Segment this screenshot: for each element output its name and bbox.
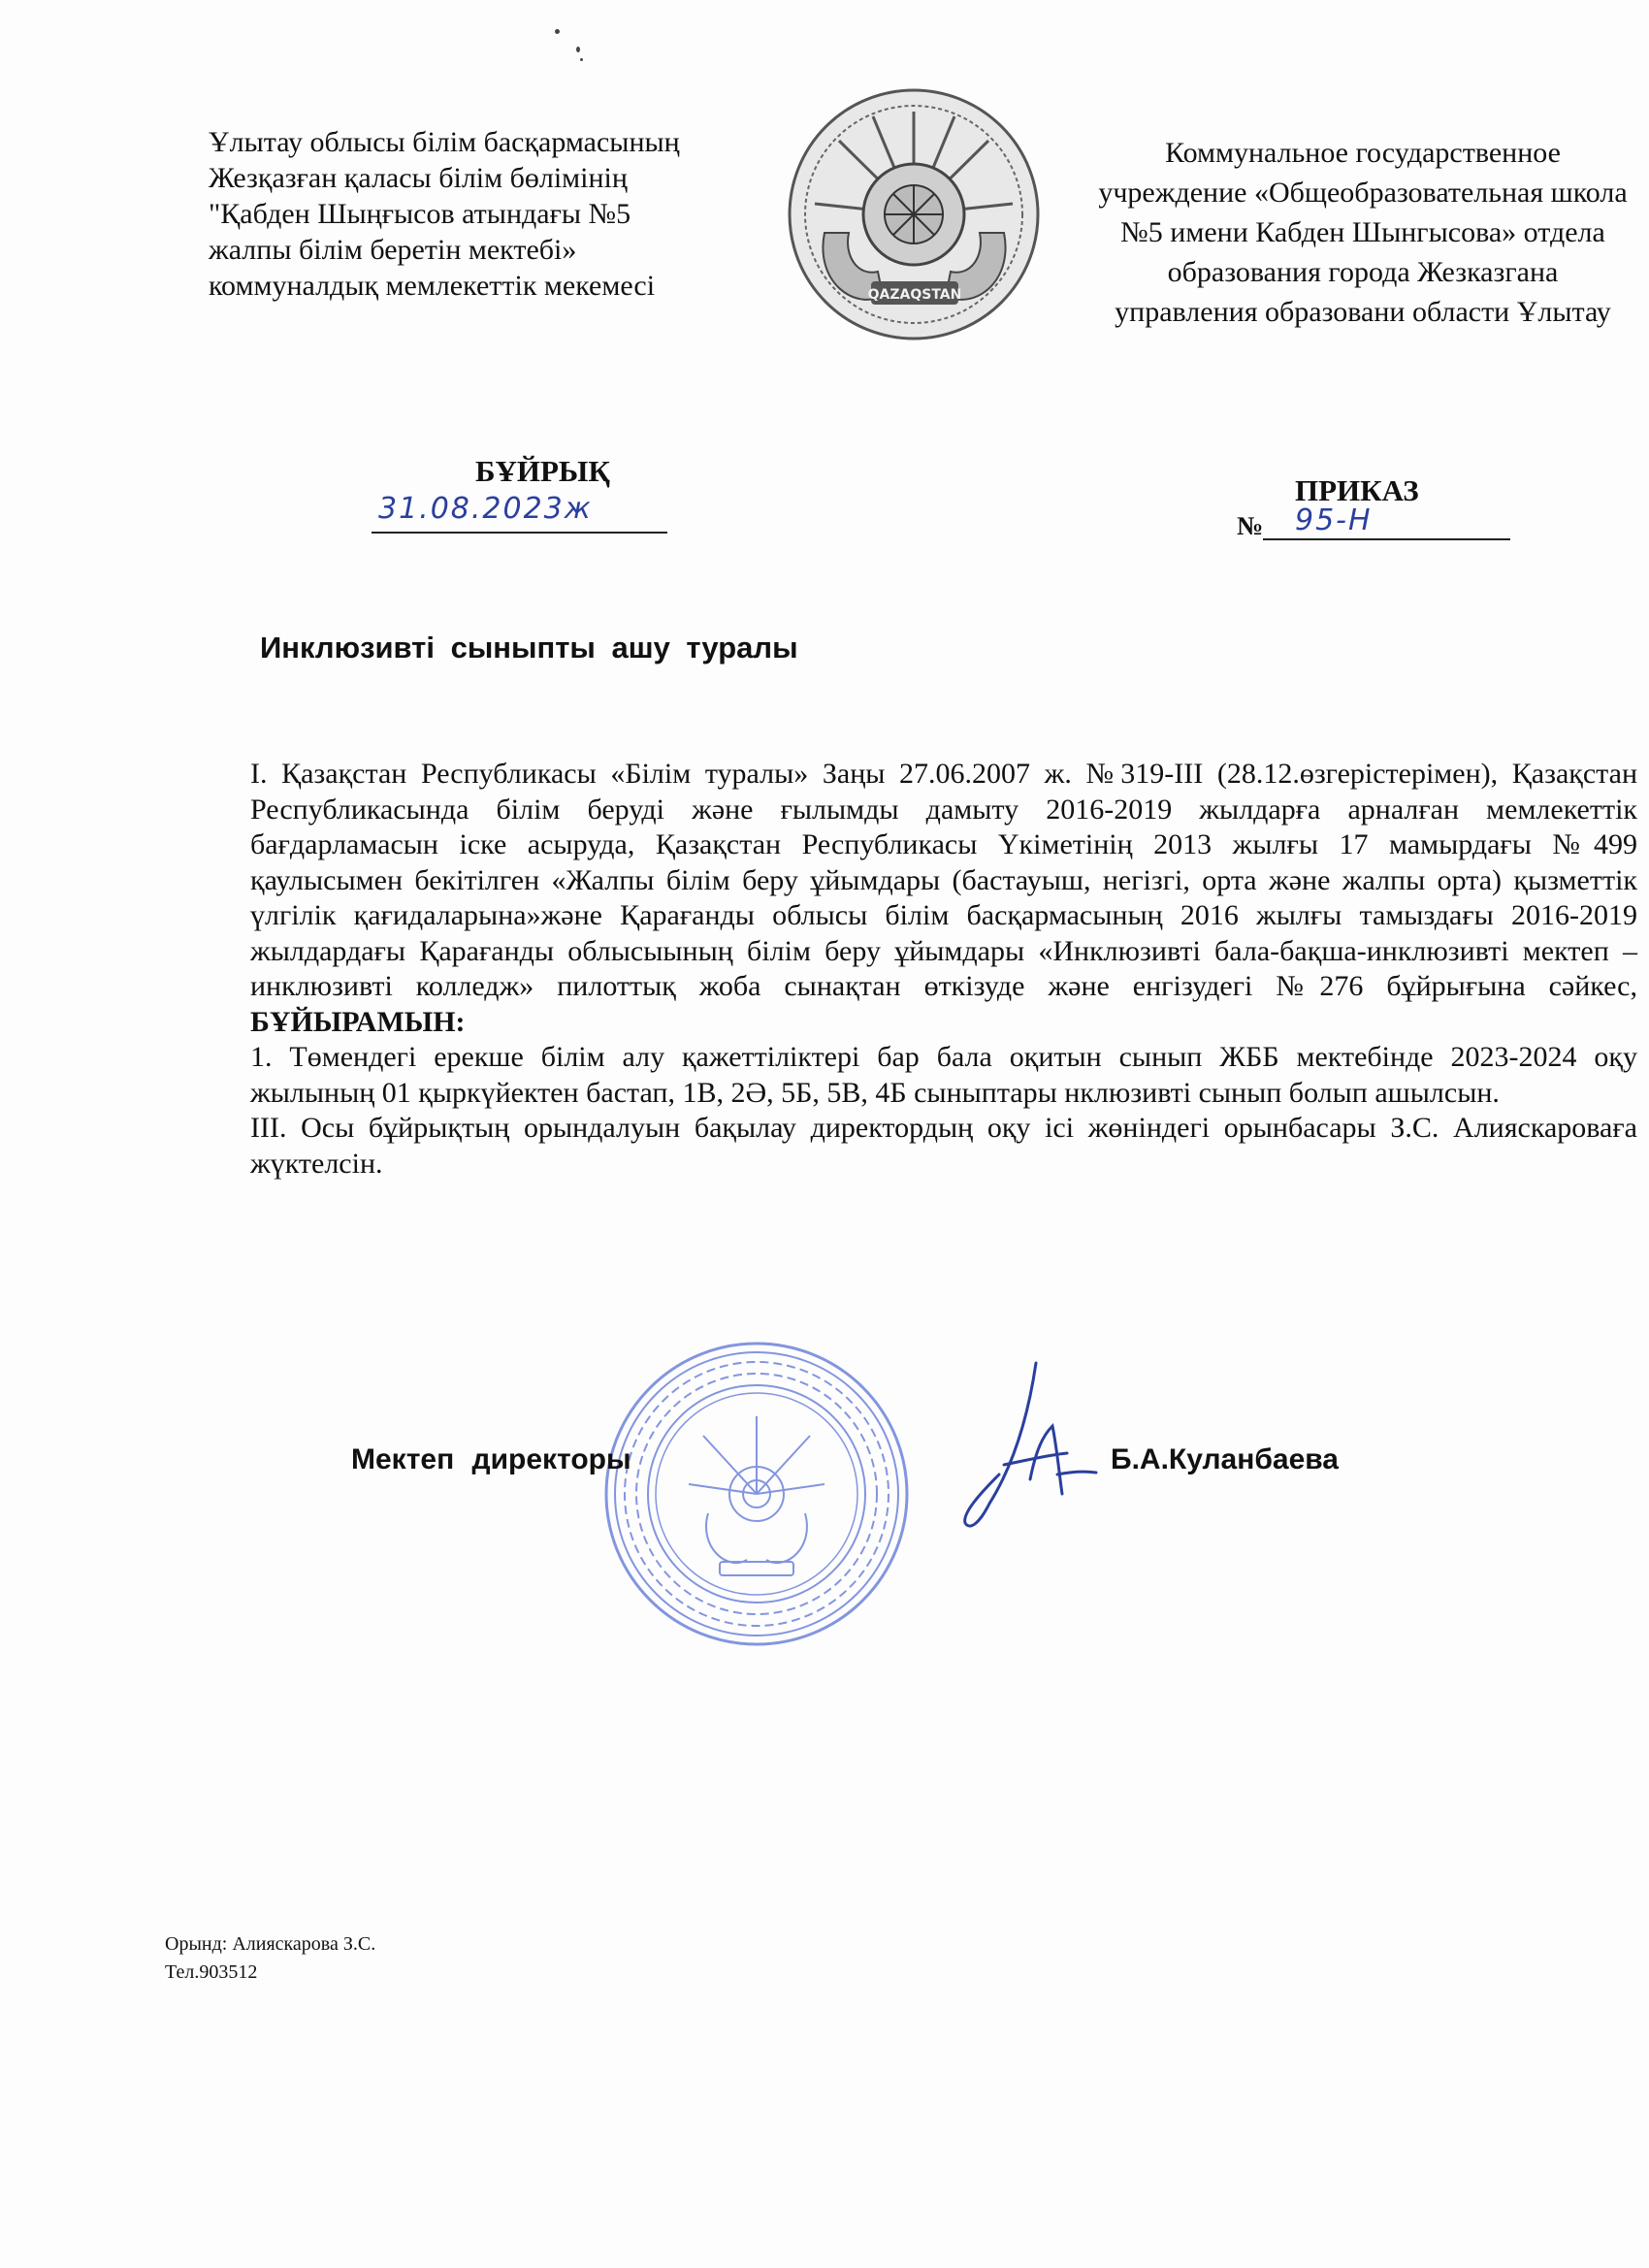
scan-speck xyxy=(576,47,580,52)
number-underline xyxy=(1263,538,1510,540)
header-kz-line: Жезқазған қаласы білім бөлімінің xyxy=(209,162,628,194)
order-date-handwritten: 31.08.2023ж xyxy=(378,492,593,526)
body-paragraph-2: 1. Төмендегі ерекше білім алу қажеттіліктері бар бала оқитын сынып ЖББ мектебінде 2023-2024 оқу жылының 01 қыркүйектен бастап, 1В, 2Ә, 5Б, 5В, 4Б сыныптары нклюзивті сынып болып ашылсын. xyxy=(250,1041,1637,1109)
emblem-label: QAZAQSTAN xyxy=(867,287,962,303)
order-title-ru: ПРИКАЗ xyxy=(1295,473,1419,507)
state-emblem-icon xyxy=(786,87,1043,341)
header-kz-block xyxy=(209,124,752,304)
header-kz-line: "Қабден Шыңғысов атындағы №5 xyxy=(209,198,631,230)
date-underline xyxy=(372,532,667,534)
scan-speck xyxy=(580,58,583,61)
paragraph-1-text: I. Қазақстан Республикасы «Білім туралы» Заңы 27.06.2007 ж. №319-III (28.12.өзгерістерімен), Қазақстан Республикасында білім беруді және ғылымды дамыту 2016-2019 жылдарға арналған мемлекеттік бағдарламасын іске асыруда, Қазақстан Республикасы Үкіметінің 2013 жылғы 17 мамырдағы №499 қаулысымен бекітілген «Жалпы білім беру ұйымдары (бастауыш, негізгі, орта және жалпы орта) қызметтік үлгілік қағидаларына»және Қарағанды облысы білім басқармасының 2016 жылғы тамыздағы 2016-2019 жылдардағы Қарағанды облысыының білім беру ұйымдары «Инклюзивті бала-бақша-инклюзивті мектеп – инклюзивті колледж» пилоттық жоба сынақтан өткізуде және енгізудегі №276 бұйрығына сәйкес, xyxy=(250,758,1637,1002)
scan-speck xyxy=(555,29,560,34)
order-title-kz: БҰЙРЫҚ xyxy=(475,454,610,488)
header-ru-line: Коммунальное государственное xyxy=(1165,137,1561,169)
footer-executor-block xyxy=(165,1930,375,1987)
header-kz-line: Ұлытау облысы білім басқармасының xyxy=(209,126,680,158)
body-paragraph-1 xyxy=(250,757,1637,1040)
header-kz-line: жалпы білім беретін мектебі» xyxy=(209,234,577,266)
executor-name: Орынд: Алияскарова З.С. xyxy=(165,1933,376,1955)
handwritten-signature xyxy=(960,1358,1106,1542)
header-ru-line: №5 имени Кабден Шынгысова» отдела xyxy=(1120,216,1605,248)
document-body xyxy=(250,757,1637,1182)
header-ru-line: учреждение «Общеобразовательная школа xyxy=(1098,177,1628,209)
signature-label: Мектеп директоры xyxy=(351,1443,631,1475)
order-number-handwritten: 95-Н xyxy=(1295,503,1373,537)
signatory-name: Б.А.Куланбаева xyxy=(1111,1443,1339,1475)
header-ru-line: управления образовани области Ұлытау xyxy=(1115,296,1611,328)
document-title: Инклюзивті сыныпты ашу туралы xyxy=(260,631,798,664)
header-ru-block xyxy=(1062,133,1649,332)
order-number-label: № xyxy=(1237,511,1264,540)
executor-phone: Тел.903512 xyxy=(165,1961,258,1983)
round-seal-stamp xyxy=(601,1339,912,1649)
header-kz-line: коммуналдық мемлекеттік мекемесі xyxy=(209,270,656,302)
body-paragraph-3: III. Осы бұйрықтың орындалуын бақылау директордың оқу ісі жөніндегі орынбасары З.С. Алияскароваға жүктелсін. xyxy=(250,1112,1637,1180)
paragraph-1-command: БҰЙЫРАМЫН: xyxy=(250,1005,466,1038)
header-ru-line: образования города Жезказгана xyxy=(1167,256,1559,288)
